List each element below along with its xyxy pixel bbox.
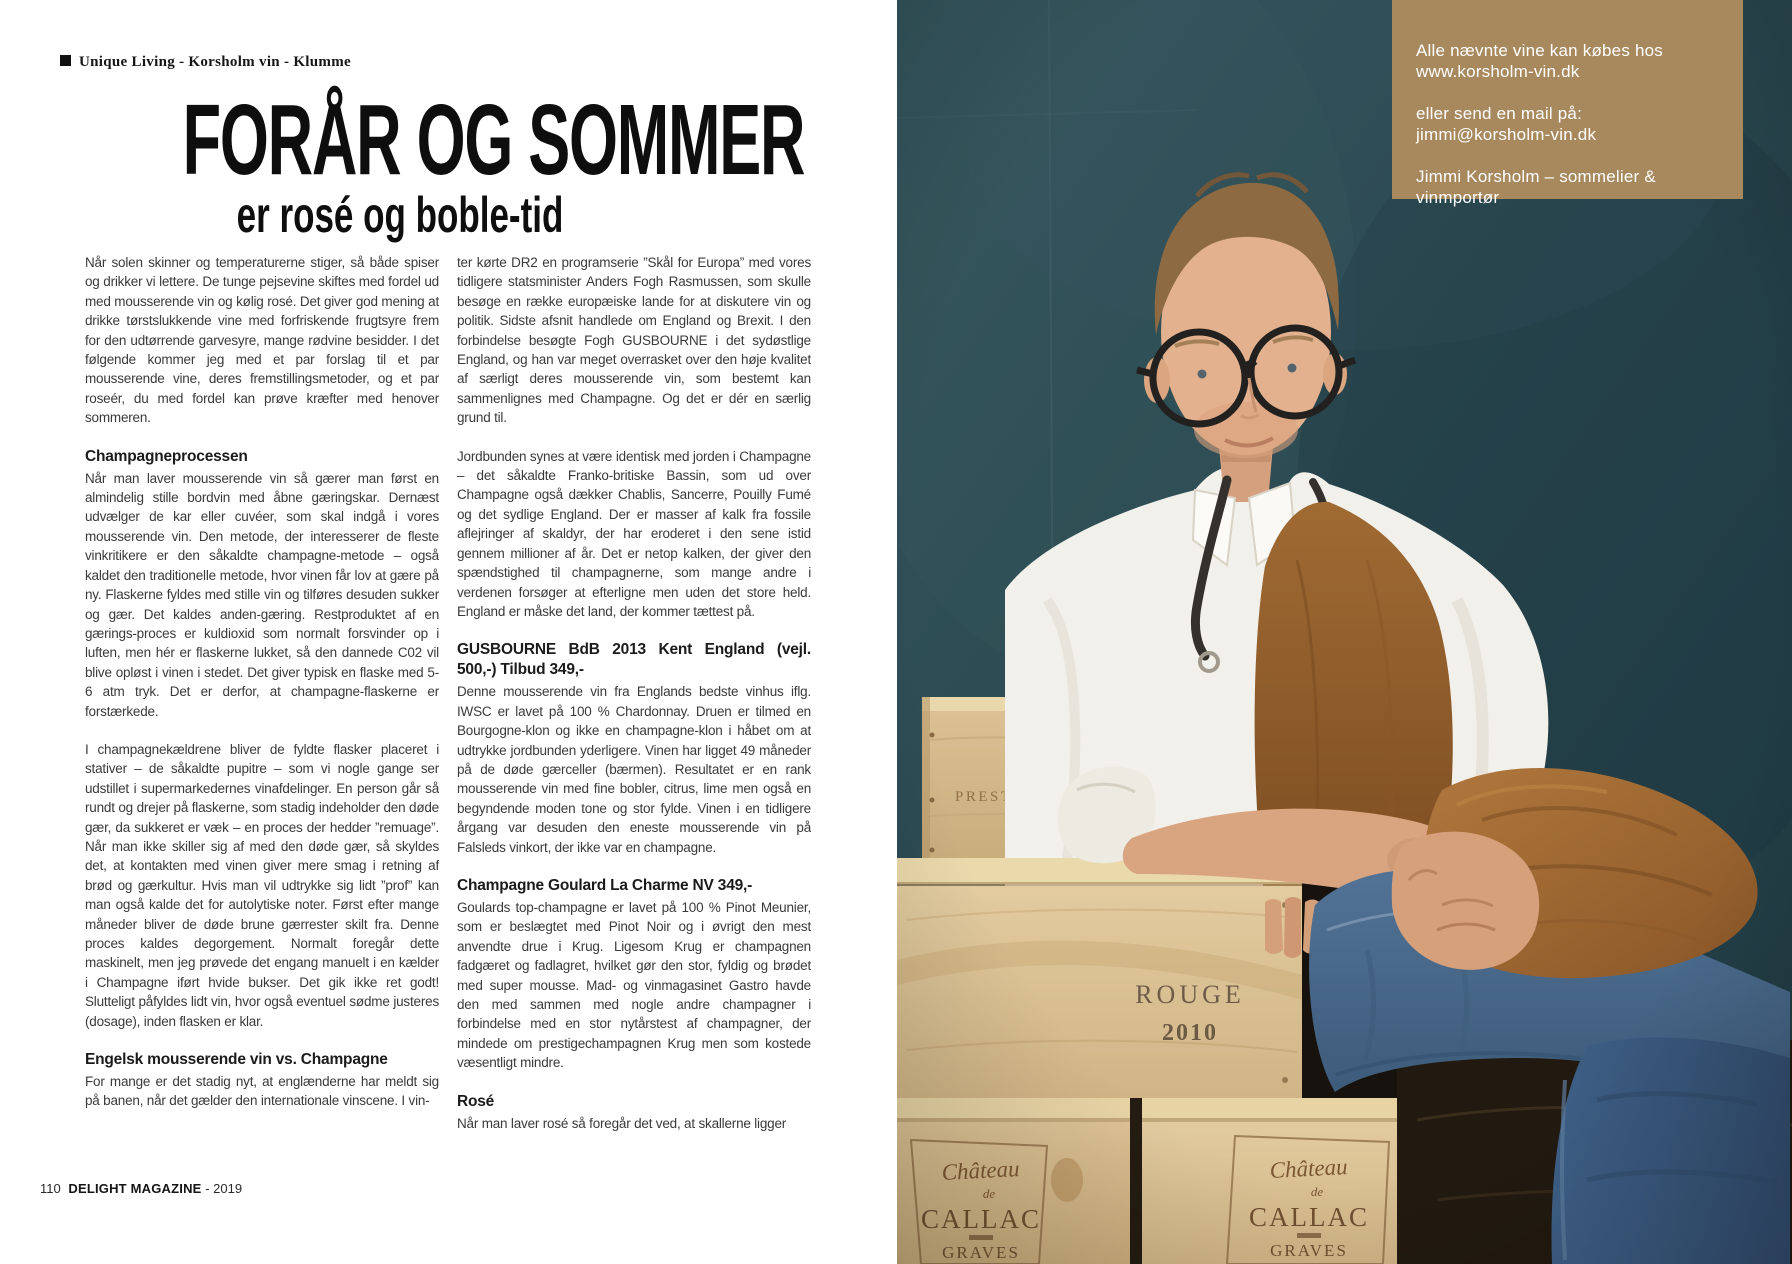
kicker-text: Unique Living - Korsholm vin - Klumme: [79, 54, 351, 70]
infobox-line: eller send en mail på:: [1416, 104, 1582, 123]
body-paragraph: Goulards top-champagne er lavet på 100 % Pinot Meunier, som er beslægtet med Pinot Noir og i øvrigt den mest anvendte drue i Krug. Ligesom Krug er champagnen fadgæret og fadlagret, hvilket gør den stor, fyldig og brødet med super mousse. Mad- og vinmagasinet Gastro havde den med sammen med nogle andre champagner i forbindelse med en stor nytårstest af champagner, der mindede om prestigechampagnen Krug men som kostede væsentligt mindre.: [457, 899, 811, 1071]
body-paragraph: Når man laver rosé så foregår det ved, at skallerne ligger: [457, 1115, 787, 1131]
page-title: FORÅR OG SOMMER: [182, 84, 805, 196]
magazine-name: DELIGHT MAGAZINE: [68, 1181, 202, 1196]
infobox-spacer: [1416, 145, 1725, 166]
page-number: 110: [40, 1181, 61, 1196]
body-paragraph: Jordbunden synes at være identisk med jorden i Champagne – det såkaldte Franko-britiske Bassin, som ud over Champagne også dækker Chablis, Sancerre, Pouilly Fumé og det sydlige England. Der er masser af kalk fra fossile aflejringer af skaldyr, der har eroderet i den sene istid gennem millioner af år. Det er netop kalken, der giver den spændstighed til champagnerne, som mange andre i verdenen forsøger at efterligne men uden det store held. England er måske det land, der kommer tættest på.: [457, 448, 811, 619]
body-paragraph: For mange er det stadig nyt, at englænderne har meldt sig på banen, når det gælder den internationale vinscene. I vin-: [85, 1074, 439, 1109]
infobox-email: jimmi@korsholm-vin.dk: [1416, 125, 1597, 144]
kicker: [60, 54, 351, 71]
body-paragraph: Denne mousserende vin fra Englands bedste vinhus iflg. IWSC er lavet på 100 % Chardonnay. Druen er tilmed en Bourgogne-klon og ikke en champagne-klon i håbet om at udtrykke jordbunden yderligere. Vinen har ligget 49 måneder på de døde gærceller (bærmen). Resultatet er en rank mousserende vin med fine bobler, citrus, lime men også en begyndende moden tone og stor fylde. Vinen i en tidligere årgang var desuden den eneste mousserende vin på Falsleds vinkort, der ikke var en champagne.: [457, 684, 811, 855]
section-heading-engelsk-vs-champagne: Engelsk mousserende vin vs. Champagne: [85, 1051, 388, 1069]
magazine-year: - 2019: [205, 1181, 243, 1196]
section-heading-rose: Rosé: [457, 1092, 495, 1110]
body-paragraph: ter kørte DR2 en programserie ”Skål for Europa” med vores tidligere statsminister Anders Fogh Rasmussen, som skulle besøge en række europæiske lande for at diskutere vin og politik. Sidste afsnit handlede om England og Brexit. I den forbindelse besøgte Fogh GUSBOURNE i det sydøstlige England, og han var meget overrasket over den høje kvalitet af særligt deres mousserende vin, som bestemt kan sammenlignes med Champagne. Og det er dér en særlig grund til.: [457, 255, 811, 426]
article-column-1: [85, 253, 439, 1171]
page-subtitle: er rosé og boble-tid: [236, 187, 564, 243]
section-heading-gusbourne: GUSBOURNE BdB 2013 Kent England (vejl. 500,-) Tilbud 349,-: [457, 641, 811, 679]
infobox-byline: Jimmi Korsholm – sommelier & vinmportør: [1416, 167, 1656, 207]
info-box: [1392, 0, 1743, 207]
kicker-square-icon: [60, 55, 71, 66]
infobox-spacer: [1416, 82, 1725, 103]
body-paragraph: I champagnekældrene bliver de fyldte flasker placeret i stativer – de såkaldte pupitre – som vi nogle gange ser udstillet i supermarkedernes vinafdelinger. En person går så rundt og drejer på flaskerne, som stadig indeholder den døde gær, da sukkeret er væk – en proces der hedder ”remuage”. Når man ikke skiller sig af med den døde gær, så skyldes det, at kontakten med vinen giver mere smag i retning af brød og gærkultur. Hvis man vil udtrykke sig lidt ”prof” kan man også kalde det for autolytiske noter. Først efter mange måneder bliver de døde brune gærrester skilt fra. Denne proces kaldes degorgement. Normalt foregår dette maskinelt, men jeg prøvede det engang manuelt i en kælder i Champagne iført hvide bukser. Det gik ikke ret godt! Slutteligt påfyldes lidt vin, hvor også eventuel sødme justeres (dosage), inden flasken er klar.: [85, 741, 439, 1029]
article-column-2: [457, 253, 811, 1171]
page-footer: [40, 1181, 246, 1196]
section-heading-champagneprocessen: Champagneprocessen: [85, 447, 248, 465]
body-paragraph: Når solen skinner og temperaturerne stiger, så både spiser og drikker vi lettere. De tunge pejsevine skiftes med fordel ud med mousserende vin og kølig rosé. Det giver god mening at drikke tørstslukkende vine med forfriskende frugtsyre frem for den udtørrende garvesyre, mange rødvine besidder. I det følgende kommer jeg med et par forslag til et par mousserende vine, deres fremstillingsmetoder, og et par roseér, du med fordel kan prøve kræfter med henover sommeren.: [85, 255, 439, 426]
body-paragraph: Når man laver mousserende vin så gærer man først en almindelig stille bordvin med åbne gæringskar. Dernæst udvælger de kar eller cuvéer, som skal indgå i vores mousserende vin. Den metode, der interesserer de fleste vinkritikere er den såkaldte champagne-metode – også kaldet den traditionelle metode, hvor vinen får lov at gære på ny. Flaskerne fyldes med stille vin og tilføres desuden sukker og gær. Det kaldes anden-gæring. Restproduktet af en gærings-proces er kuldioxid som normalt forsvinder op i luften, men hér er flaskerne lukket, så den dannede C02 vil blive opløst i vinen i stedet. Det giver typisk en flaske med 5-6 atm tryk. Det er derfor, at champagne-flaskerne er forstærkede.: [85, 470, 439, 719]
section-heading-goulard: Champagne Goulard La Charme NV 349,-: [457, 876, 753, 894]
infobox-line: Alle nævnte vine kan købes hos: [1416, 41, 1663, 60]
infobox-url: www.korsholm-vin.dk: [1416, 62, 1580, 81]
